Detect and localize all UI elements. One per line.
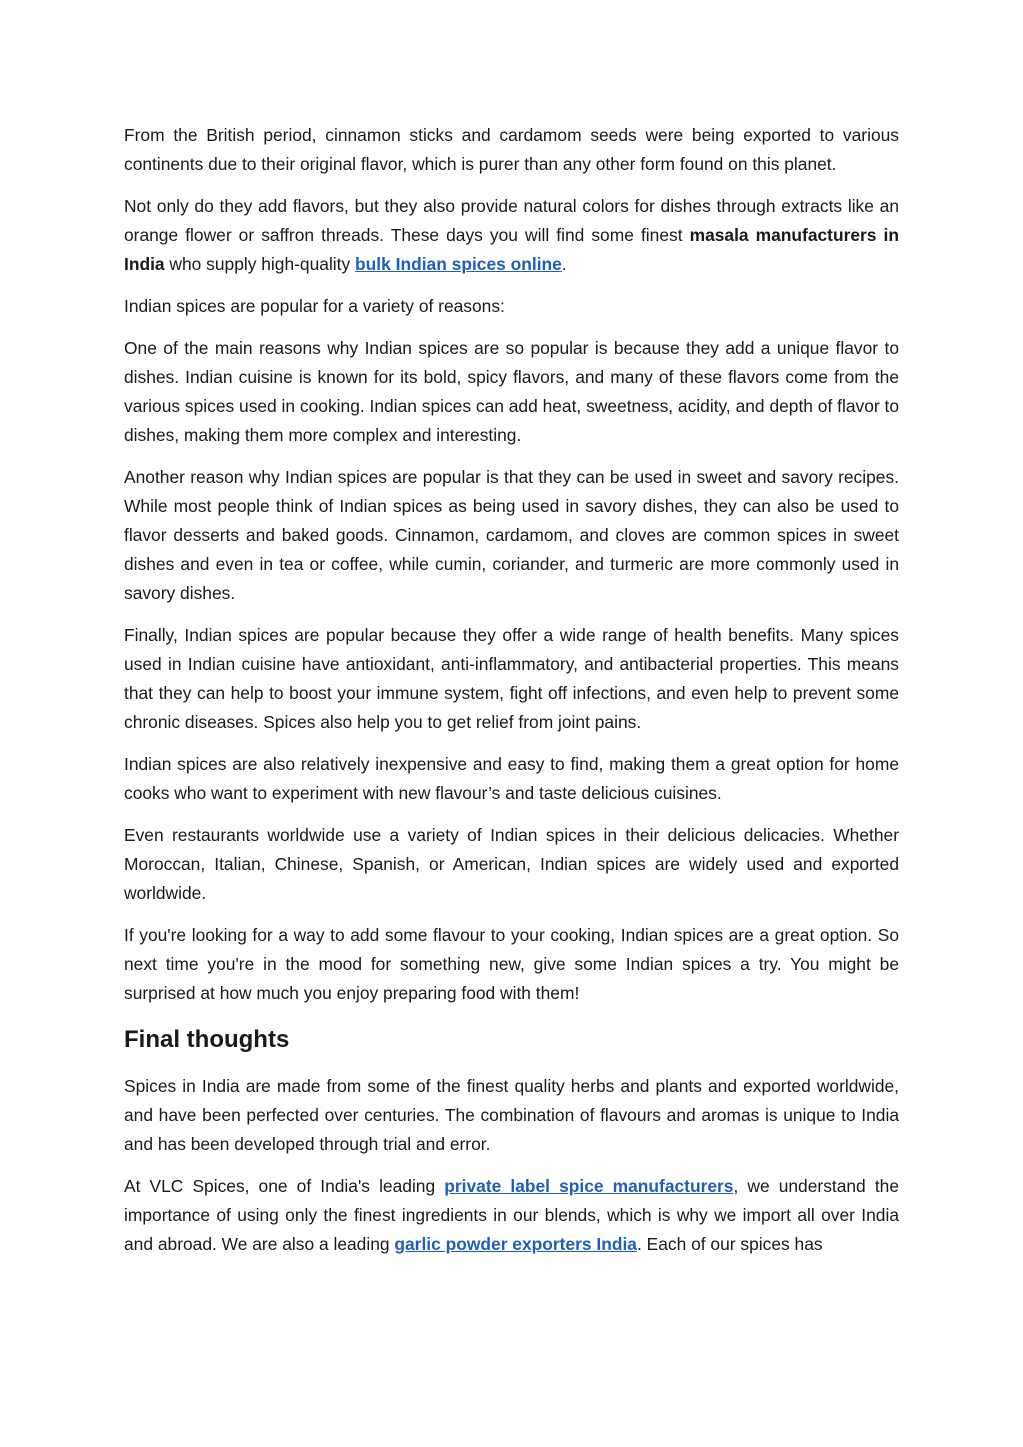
link-bulk-indian-spices-online[interactable]: bulk Indian spices online bbox=[355, 254, 562, 274]
heading-final-thoughts: Final thoughts bbox=[124, 1026, 290, 1053]
link-garlic-powder-exporters-india[interactable]: garlic powder exporters India bbox=[394, 1234, 637, 1254]
paragraph-reasons-intro: Indian spices are popular for a variety of reasons: bbox=[124, 296, 505, 316]
paragraph-vlc-spices bbox=[124, 1172, 899, 1259]
paragraph-inexpensive: Indian spices are also relatively inexpensive and easy to find, making them a great option for home cooks who want to experiment with new flavour’s and taste delicious cuisines. bbox=[124, 754, 899, 803]
paragraph-text: . bbox=[561, 254, 567, 274]
link-private-label-spice-manufacturers[interactable]: private label spice manufacturers bbox=[444, 1176, 734, 1196]
paragraph-british-period: From the British period, cinnamon sticks and cardamom seeds were being exported to various continents due to their original flavor, which is purer than any other form found on this planet. bbox=[124, 125, 899, 174]
paragraph-spices-india: Spices in India are made from some of the finest quality herbs and plants and exported worldwide, and have been perfected over centuries. The combination of flavours and aromas is unique to India and has been developed through trial and error. bbox=[124, 1076, 899, 1154]
bold-masala-manufacturers: masala manufacturers in India bbox=[124, 225, 899, 274]
paragraph-restaurants: Even restaurants worldwide use a variety of Indian spices in their delicious delicacies. Whether Moroccan, Italian, Chinese, Spanish, or American, Indian spices are widely used and exported worldwide. bbox=[124, 825, 899, 903]
paragraph-text: At VLC Spices, one of India's leading bbox=[124, 1176, 445, 1196]
paragraph-text: Not only do they add flavors, but they also provide natural colors for dishes through extracts like an orange flower or saffron threads. These days you will find some finest bbox=[124, 196, 899, 245]
paragraph-add-flavour: If you're looking for a way to add some flavour to your cooking, Indian spices are a great option. So next time you're in the mood for something new, give some Indian spices a try. You might be surprised at how much you enjoy preparing food with them! bbox=[124, 925, 899, 1003]
paragraph-text: , we understand the importance of using only the finest ingredients in our blends, which is why we import all over India and abroad. We are also a leading bbox=[124, 1176, 899, 1254]
paragraph-text: . Each of our spices has bbox=[636, 1234, 823, 1254]
paragraph-health-benefits: Finally, Indian spices are popular because they offer a wide range of health benefits. Many spices used in Indian cuisine have antioxidant, anti-inflammatory, and antibacterial properties. This means that they can help to boost your immune system, fight off infections, and even help to prevent some chronic diseases. Spices also help you to get relief from joint pains. bbox=[124, 625, 899, 732]
paragraph-text: who supply high-quality bbox=[164, 254, 356, 274]
document-page bbox=[124, 121, 899, 1272]
paragraph-flavors-colors bbox=[124, 192, 899, 279]
paragraph-sweet-savory: Another reason why Indian spices are popular is that they can be used in sweet and savory recipes. While most people think of Indian spices as being used in savory dishes, they can also be used to flavor desserts and baked goods. Cinnamon, cardamom, and cloves are common spices in sweet dishes and even in tea or coffee, while cumin, coriander, and turmeric are more commonly used in savory dishes. bbox=[124, 467, 899, 603]
paragraph-unique-flavor: One of the main reasons why Indian spices are so popular is because they add a unique flavor to dishes. Indian cuisine is known for its bold, spicy flavors, and many of these flavors come from the various spices used in cooking. Indian spices can add heat, sweetness, acidity, and depth of flavor to dishes, making them more complex and interesting. bbox=[124, 338, 899, 445]
